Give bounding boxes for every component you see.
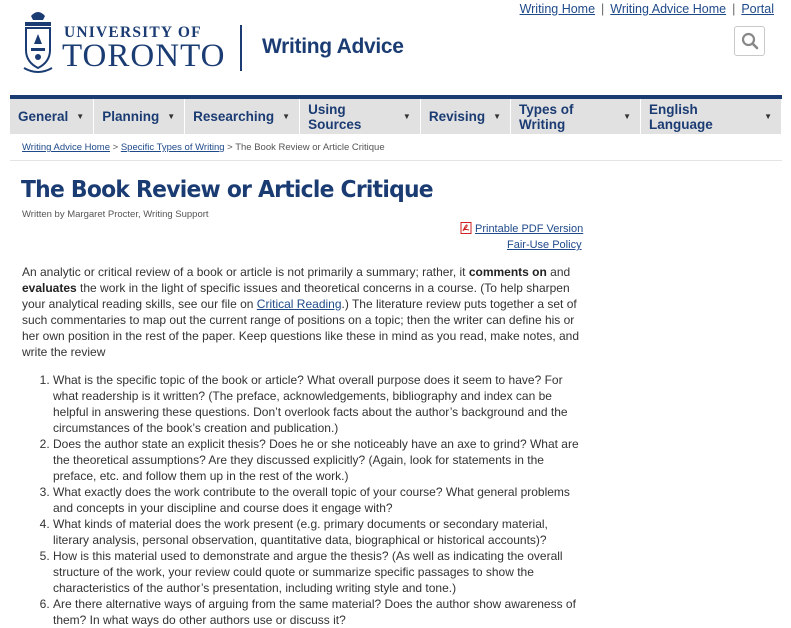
breadcrumb-specific-types[interactable]: Specific Types of Writing [120,142,225,153]
breadcrumb-writing-advice-home[interactable]: Writing Advice Home [22,142,110,153]
caret-down-icon: ▼ [623,112,632,121]
nav-label: Types of Writing [519,101,574,132]
breadcrumb-separator: > [112,142,119,153]
top-link-writing-advice-home[interactable]: Writing Advice Home [610,2,727,16]
header-divider [240,25,242,71]
list-item: 2. Does the author state an explicit thesis? Does he or she noticeably have an axe to grind? What are the theoretical assumptions? Are they discussed explicitly? (Again, look for statements in the preface, etc. and follow them up in the rest of the work.) [53,436,582,484]
intro-text: and [546,265,571,279]
intro-text: An analytic or critical review of a book or article is not primarily a summary; rather, it [22,265,469,279]
nav-using-sources[interactable] [300,99,421,134]
search-button[interactable] [734,26,765,56]
intro-text: .) The literature review puts together a set of such commentaries to map out the current range of positions on a topic; then the writer can define his or her own position in the rest of the paper. Keep questions like these in mind as you read, make notes, and write the review [22,297,580,359]
nav-revising[interactable] [421,99,511,134]
site-header [0,0,791,95]
caret-down-icon: ▼ [493,112,502,121]
caret-down-icon: ▼ [76,112,85,121]
intro-bold-comments: comments on [468,265,547,279]
university-crest-icon[interactable] [22,6,54,76]
top-link-portal[interactable]: Portal [741,2,774,16]
nav-researching[interactable] [185,99,300,134]
nav-english-language[interactable] [641,99,782,134]
top-links [520,2,774,16]
caret-down-icon: ▼ [167,112,176,121]
nav-label: Using Sources [308,101,362,132]
nav-label: Planning [102,109,160,124]
fair-use-link[interactable]: Fair-Use Policy [507,239,582,251]
breadcrumb [22,142,385,153]
caret-down-icon: ▼ [764,112,772,121]
site-title[interactable]: Writing Advice [262,35,404,58]
intro-text: the work in the light of specific issues and theoretical concerns in a course. (To help sharpen your analytical reading skills, see our file on [22,281,570,311]
list-item: 3. What exactly does the work contribute to the overall topic of your course? What general problems and concepts in your discipline and course does it engage with? [53,484,582,516]
list-item: 1. What is the specific topic of the book or article? What overall purpose does it seem to have? For what readership is it written? (The preface, acknowledgements, bibliography and index can be helpful in answering these questions. Don’t overlook facts about the author’s background and the circumstances of the book’s creation and publication.) [53,372,582,436]
page-title: The Book Review or Article Critique [21,175,433,203]
university-name-small[interactable]: UNIVERSITY OF [64,24,202,41]
university-name-big[interactable]: TORONTO [62,38,226,74]
caret-down-icon: ▼ [282,112,291,121]
breadcrumb-divider [10,160,782,161]
intro-paragraph [22,264,582,360]
top-link-separator: | [732,2,736,16]
breadcrumb-separator: > [227,142,233,153]
nav-label: Revising [428,109,486,124]
top-link-writing-home[interactable]: Writing Home [519,2,596,16]
list-item: 5. How is this material used to demonstrate and argue the thesis? (As well as indicating the overall structure of the work, your review could quote or summarize specific passages to show the characteristics of the author’s presentation, including writing style and tone.) [53,548,582,596]
pdf-icon[interactable] [460,222,472,234]
pdf-link-container [460,222,583,235]
nav-planning[interactable] [94,99,185,134]
article-body [22,264,582,628]
intro-bold-evaluates: evaluates [22,281,77,295]
search-icon [741,32,759,50]
main-nav [10,95,782,134]
list-item: 4. What kinds of material does the work present (e.g. primary documents or secondary material, literary analysis, personal observation, quantitative data, biographical or historical accounts)? [53,516,582,548]
list-item: 6. Are there alternative ways of arguing from the same material? Does the author show awareness of them? In what ways do other authors use or discuss it? [53,596,582,628]
critical-reading-link[interactable]: Critical Reading [256,297,342,311]
nav-types-of-writing[interactable] [511,99,641,134]
nav-label: General [18,109,69,124]
nav-label: English Language [649,101,713,132]
breadcrumb-current: The Book Review or Article Critique [235,142,385,153]
nav-label: Researching [193,109,275,124]
questions-list [22,372,582,628]
fair-use-container [507,239,582,251]
top-link-separator: | [601,2,605,16]
caret-down-icon: ▼ [402,112,411,121]
byline: Written by Margaret Procter, Writing Support [22,209,209,220]
printable-pdf-link[interactable]: Printable PDF Version [475,223,584,235]
nav-general[interactable] [10,99,94,134]
